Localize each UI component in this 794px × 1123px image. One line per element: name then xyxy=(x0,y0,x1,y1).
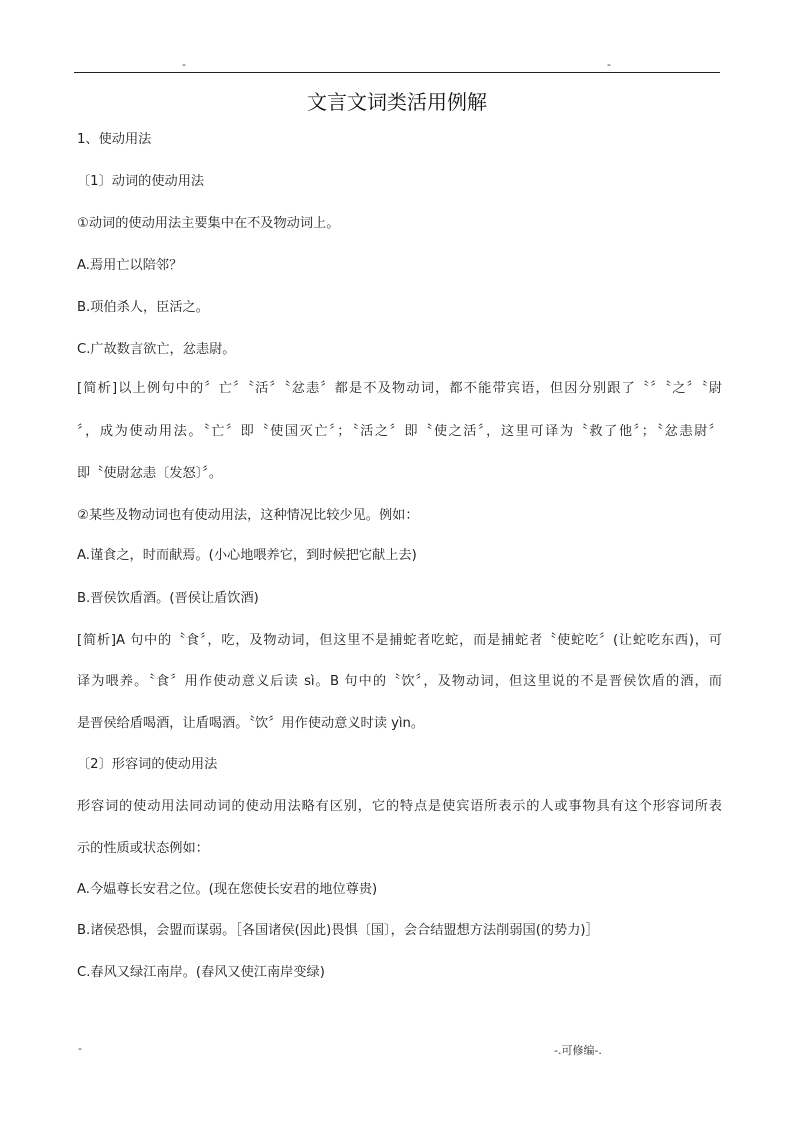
example-line: B.晋侯饮盾酒。(晋侯让盾饮酒) xyxy=(77,591,259,606)
section-heading: 1、使动用法 xyxy=(77,132,152,147)
example-line: B.诸侯恐惧，会盟而谋弱。［各国诸侯(因此)畏惧〔国〕，会合结盟想方法削弱国(的势力)］ xyxy=(77,923,599,938)
analysis-line: 译为喂养。〝食〞用作使动意义后读 sì。B 句中的〝饮〞，及物动词，但这里说的不是晋侯饮盾的酒，而 xyxy=(77,674,722,689)
example-line: C.广故数言欲亡，忿恚尉。 xyxy=(77,342,236,357)
analysis-line: 〞，成为使动用法。〝亡〞即〝使国灭亡〞；〝活之〞即〝使之活〞，这里可译为〝救了他〞；〝忿恚尉〞 xyxy=(77,424,722,439)
footer-right-text: -.可修编-. xyxy=(554,1044,602,1057)
example-line: A.焉用亡以陪邻？ xyxy=(77,258,183,273)
paragraph-line: 形容词的使动用法同动词的使动用法略有区别，它的特点是使宾语所表示的人或事物具有这个形容词所表 xyxy=(77,799,722,814)
footer-left-mark: - xyxy=(78,1042,82,1055)
analysis-line: [简析]A 句中的〝食〞，吃，及物动词，但这里不是捕蛇者吃蛇，而是捕蛇者〝使蛇吃〞(让蛇吃东西)，可 xyxy=(77,633,722,648)
page-title: 文言文词类活用例解 xyxy=(307,90,487,114)
paragraph-line: ②某些及物动词也有使动用法，这种情况比较少见。例如： xyxy=(77,508,419,523)
analysis-line: 即〝使尉忿恚〔发怒〕〞。 xyxy=(77,466,223,481)
subsection-heading: 〔2〕形容词的使动用法 xyxy=(77,757,218,772)
subsection-heading: 〔1〕动词的使动用法 xyxy=(77,174,205,189)
example-line: A.谨食之，时而献焉。(小心地喂养它，到时候把它献上去) xyxy=(77,548,417,563)
example-line: B.项伯杀人，臣活之。 xyxy=(77,300,209,315)
paragraph-line: ①动词的使动用法主要集中在不及物动词上。 xyxy=(77,216,340,231)
analysis-line: [简析]以上例句中的〞亡〞〝活〞〝忿恚〞都是不及物动词，都不能带宾语，但因分别跟了〝〞〝之〞〝尉 xyxy=(77,381,722,396)
header-rule xyxy=(74,72,720,73)
header-left-mark: - xyxy=(182,58,186,71)
paragraph-line: 示的性质或状态例如： xyxy=(77,841,209,856)
analysis-line: 是晋侯给盾喝酒，让盾喝酒。〝饮〞用作使动意义时读 yìn。 xyxy=(77,716,425,731)
example-line: C.春风又绿江南岸。(春风又使江南岸变绿) xyxy=(77,965,325,980)
header-right-mark: - xyxy=(607,58,611,71)
example-line: A.今媪尊长安君之位。(现在您使长安君的地位尊贵) xyxy=(77,882,378,897)
